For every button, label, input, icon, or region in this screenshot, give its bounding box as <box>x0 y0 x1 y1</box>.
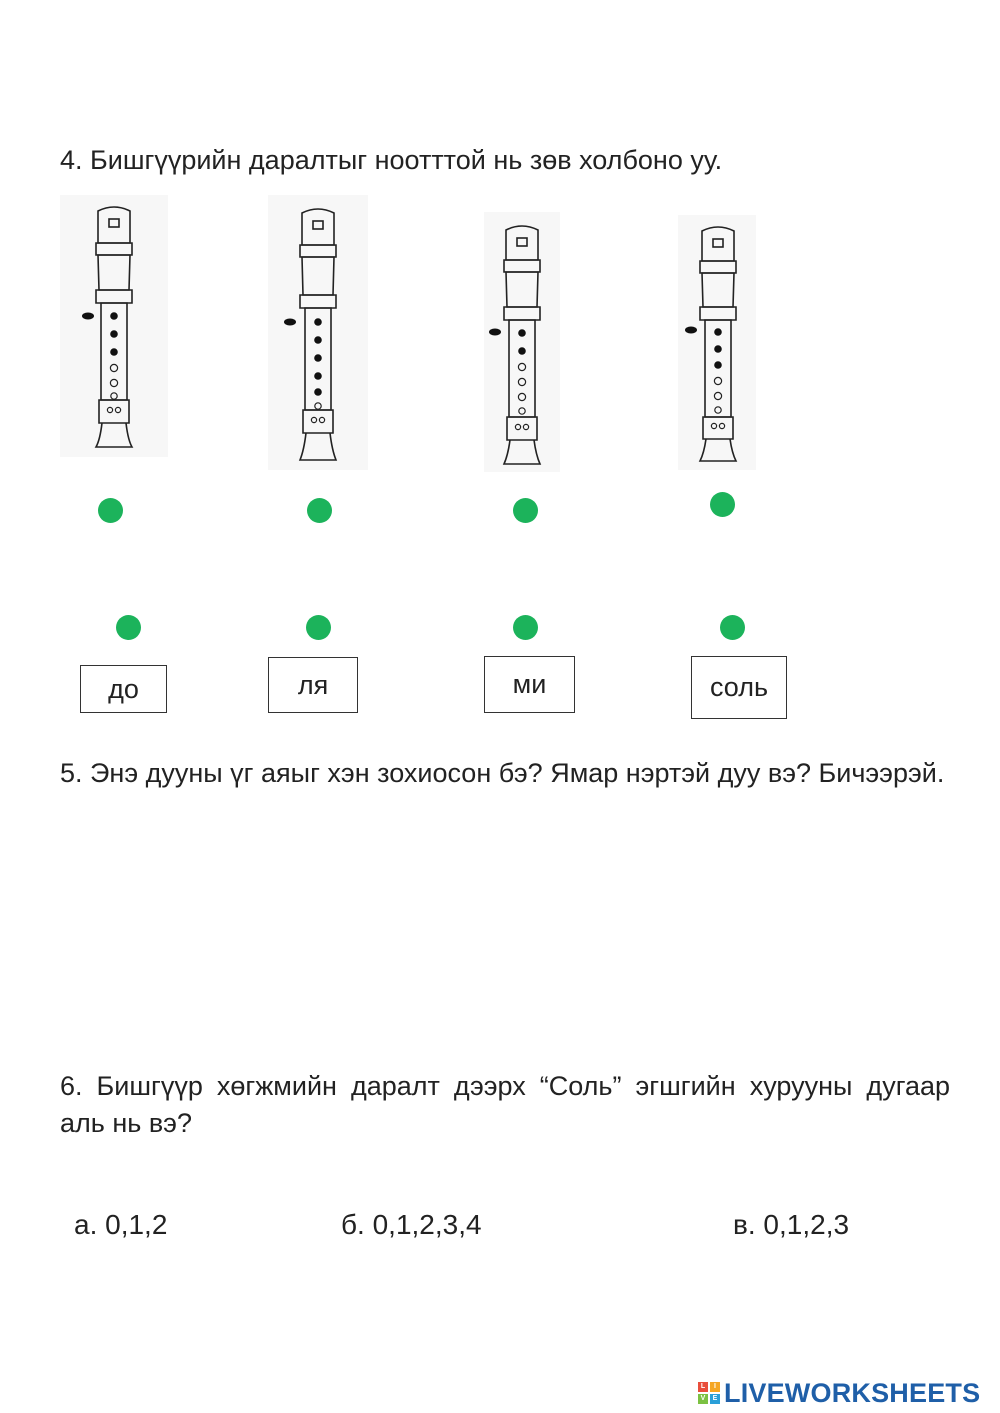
answer-option-c[interactable]: в. 0,1,2,3 <box>733 1209 850 1240</box>
question-6-text: 6. Бишгүүр хөгжмийн даралт дээрх “Соль” эгшгийн хурууны дугаар аль нь вэ? <box>60 1071 950 1138</box>
match-dot-note-3[interactable] <box>513 615 538 640</box>
match-dot-recorder-1[interactable] <box>98 498 123 523</box>
question-5-text: 5. Энэ дууны үг аяыг хэн зохиосон бэ? Ямар нэртэй дуу вэ? Бичээрэй. <box>60 758 945 788</box>
logo-letter-e: E <box>710 1394 720 1404</box>
logo-letter-v: V <box>698 1394 708 1404</box>
logo-letter-l: L <box>698 1382 708 1392</box>
liveworksheets-logo-text: LIVEWORKSHEETS <box>724 1377 981 1408</box>
note-box-4: соль <box>691 656 787 719</box>
match-dot-note-2[interactable] <box>306 615 331 640</box>
question-4-text: 4. Бишгүүрийн даралтыг ноотттой нь зөв холбоно уу. <box>60 145 723 175</box>
recorder-fingering-4-image <box>678 215 756 470</box>
liveworksheets-logo <box>698 1376 980 1410</box>
note-box-1: до <box>80 665 167 713</box>
match-dot-recorder-3[interactable] <box>513 498 538 523</box>
liveworksheets-logo-icon <box>698 1382 720 1404</box>
match-dot-recorder-4[interactable] <box>710 492 735 517</box>
recorder-fingering-2-image <box>268 195 368 470</box>
recorder-fingering-3-image <box>484 212 560 472</box>
match-dot-note-4[interactable] <box>720 615 745 640</box>
match-dot-note-1[interactable] <box>116 615 141 640</box>
note-box-3: ми <box>484 656 575 713</box>
note-box-2: ля <box>268 657 358 713</box>
answer-option-b[interactable]: б. 0,1,2,3,4 <box>341 1209 482 1240</box>
recorder-fingering-1-image <box>60 195 168 457</box>
answer-option-a[interactable]: а. 0,1,2 <box>74 1209 168 1240</box>
logo-letter-i: I <box>710 1382 720 1392</box>
match-dot-recorder-2[interactable] <box>307 498 332 523</box>
